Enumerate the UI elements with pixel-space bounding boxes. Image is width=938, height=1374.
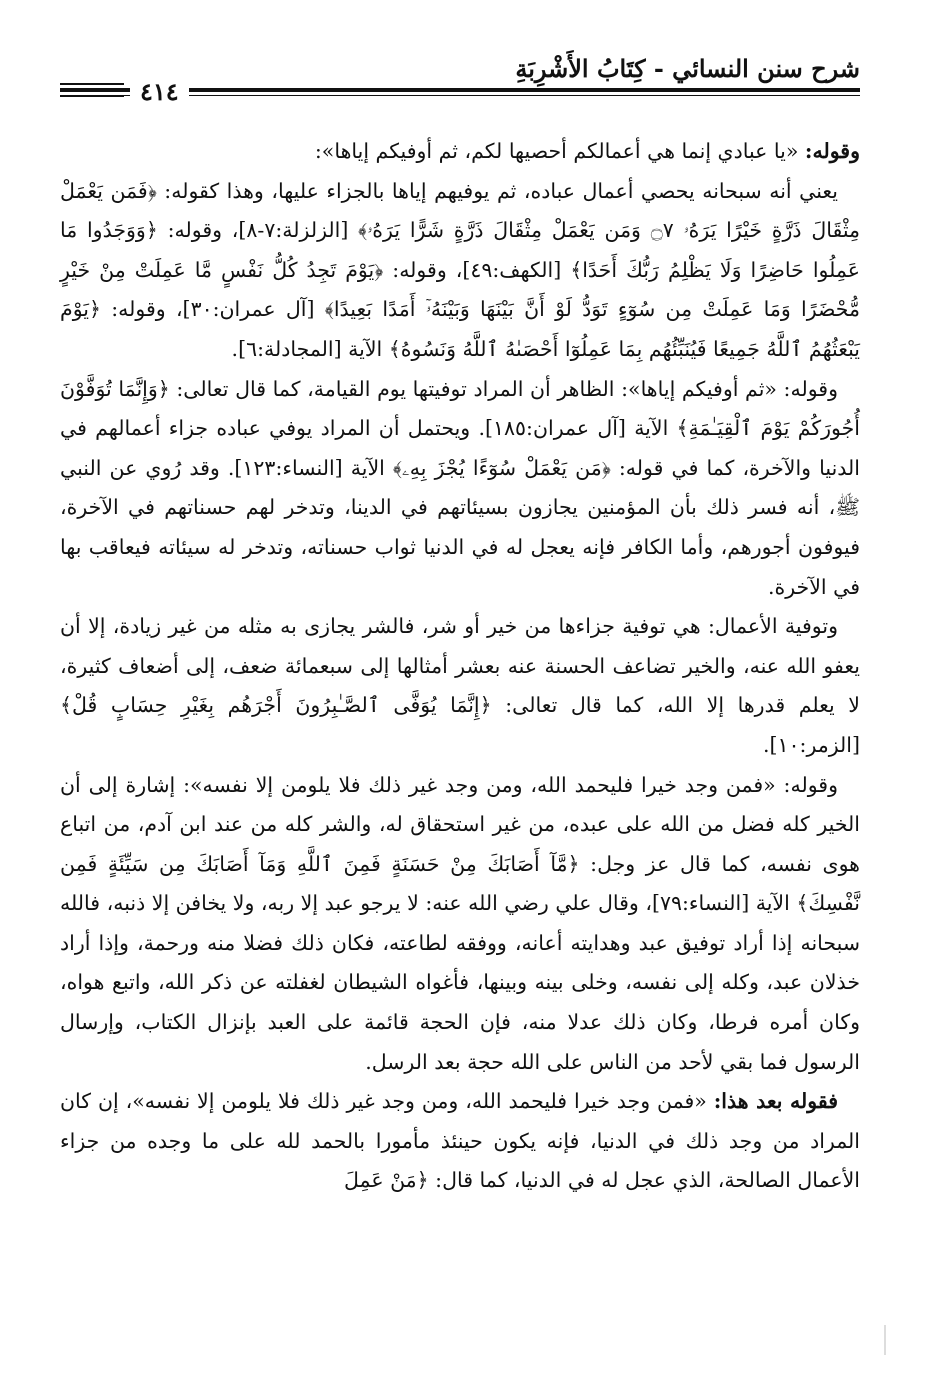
- paragraph-text: وتوفية الأعمال: هي توفية جزاءها من خير أو شر، فالشر يجازى به مثله من غير زيادة، إلا أن يعفو الله عنه، والخير تضاعف الحسنة عنه بعشر أمثالها إلى سبعمائة ضعف، إلى أضعاف كثيرة، لا يعلم قدرها إلا الله، كما قال تعالى: ﴿إِنَّمَا يُوَفَّى ٱلصَّـٰبِرُونَ أَجْرَهُم بِغَيْرِ حِسَابٍ قُلْ﴾ [الزمر:١٠].: [60, 614, 860, 757]
- paragraph-text: «فمن وجد خيرا فليحمد الله، ومن وجد غير ذلك فلا يلومن إلا نفسه»، إن كان المراد من وجد ذلك في الدنيا، فإنه يكون حينئذ مأمورا بالحمد لله على ما وجده من جزاء الأعمال الصالحة، الذي عجل له في الدنيا، كما قال: ﴿مَنْ عَمِلَ: [60, 1089, 860, 1193]
- book-page: [60, 48, 860, 1348]
- paragraph-text: وقوله: «فمن وجد خيرا فليحمد الله، ومن وجد غير ذلك فلا يلومن إلا نفسه»: إشارة إلى أن الخير كله فضل من الله على عبده، من غير استحقاق له، والشر كله من عند ابن آدم، من اتباع هوى نفسه، كما قال عز وجل: ﴿مَّآ أَصَابَكَ مِنْ حَسَنَةٍ فَمِنَ ٱللَّهِ وَمَآ أَصَابَكَ مِن سَيِّئَةٍ فَمِن نَّفْسِكَ﴾ الآية [النساء:٧٩]، وقال علي رضي الله عنه: لا يرجو عبد إلا ربه، ولا يخافن إلا ذنبه، فالله سبحانه إذا أراد توفيق عبد وهدايته أعانه، ووفقه لطاعته، فكان ذلك فضلا منه ورحمة، وإذا أراد خذلان عبد، وكله إلى نفسه، وخلى بينه وبينها، فأغواه الشيطان لغفلته عن ذكر الله، واتبع هواه، وكان أمره فرطا، وكان ذلك عدلا منه، فإن الحجة قائمة على العبد بإنزال الكتاب، وإرسال الرسول فما بقي لأحد من الناس على الله حجة بعد الرسل.: [60, 772, 860, 1074]
- header-ornament-lines: [60, 83, 124, 101]
- paragraph: [60, 172, 860, 370]
- paragraph: [60, 1082, 860, 1201]
- paragraph: [60, 607, 860, 765]
- paragraph-text: «يا عبادي إنما هي أعمالكم أحصيها لكم، ثم أوفيكم إياها»:: [314, 139, 805, 163]
- body-text: [60, 132, 860, 1201]
- running-header: [60, 48, 860, 106]
- paragraph-lead: وقوله:: [804, 139, 860, 163]
- paragraph: [60, 132, 860, 172]
- book-title: شرح سنن النسائي - كِتَابُ الأَشْرِبَةِ: [515, 54, 860, 83]
- paragraph-text: يعني أنه سبحانه يحصي أعمال عباده، ثم يوفيهم إياها بالجزاء عليها، وهذا كقوله: ﴿فَمَن يَعْمَلْ مِثْقَالَ ذَرَّةٍ خَيْرًا يَرَهُۥ ۝٧ وَمَن يَعْمَلْ مِثْقَالَ ذَرَّةٍ شَرًّا يَرَهُۥ﴾ [الزلزلة:٧-٨]، وقوله: ﴿وَوَجَدُوا مَا عَمِلُوا حَاضِرًا وَلَا يَظْلِمُ رَبُّكَ أَحَدًا﴾ [الكهف:٤٩]، وقوله: ﴿يَوْمَ تَجِدُ كُلُّ نَفْسٍ مَّا عَمِلَتْ مِنْ خَيْرٍ مُّحْضَرًا وَمَا عَمِلَتْ مِن سُوٓءٍ تَوَدُّ لَوْ أَنَّ بَيْنَهَا وَبَيْنَهُۥٓ أَمَدًا بَعِيدًا﴾ [آل عمران:٣٠]، وقوله: ﴿يَوْمَ يَبْعَثُهُمُ ٱللَّهُ جَمِيعًا فَيُنَبِّئُهُم بِمَا عَمِلُوٓا أَحْصَىٰهُ ٱللَّهُ وَنَسُوهُ﴾ الآية [المجادلة:٦].: [60, 178, 860, 361]
- paragraph: [60, 766, 860, 1083]
- page-number: ٤١٤: [130, 78, 189, 106]
- paragraph: [60, 370, 860, 608]
- scan-mark: [884, 1325, 886, 1355]
- paragraph-lead: فقوله بعد هذا:: [713, 1089, 838, 1114]
- paragraph-text: وقوله: «ثم أوفيكم إياها»: الظاهر أن المراد توفيتها يوم القيامة، كما قال تعالى: ﴿وَإِنَّمَا تُوَفَّوْنَ أُجُورَكُمْ يَوْمَ ٱلْقِيَـٰمَةِ﴾ الآية [آل عمران:١٨٥]. ويحتمل أن المراد يوفي عباده جزاء أعمالهم في الدنيا والآخرة، كما في قوله: ﴿مَن يَعْمَلْ سُوٓءًا يُجْزَ بِهِۦ﴾ الآية [النساء:١٢٣]. وقد رُوي عن النبي ﷺ، أنه فسر ذلك بأن المؤمنين يجازون بسيئاتهم في الدينا، وتدخر لهم حسناتهم في الآخرة، فيوفون أجورهم، وأما الكافر فإنه يعجل له في الدنيا ثواب حسناته، وتدخر له سيئاته فيعاقب بها في الآخرة.: [60, 376, 860, 599]
